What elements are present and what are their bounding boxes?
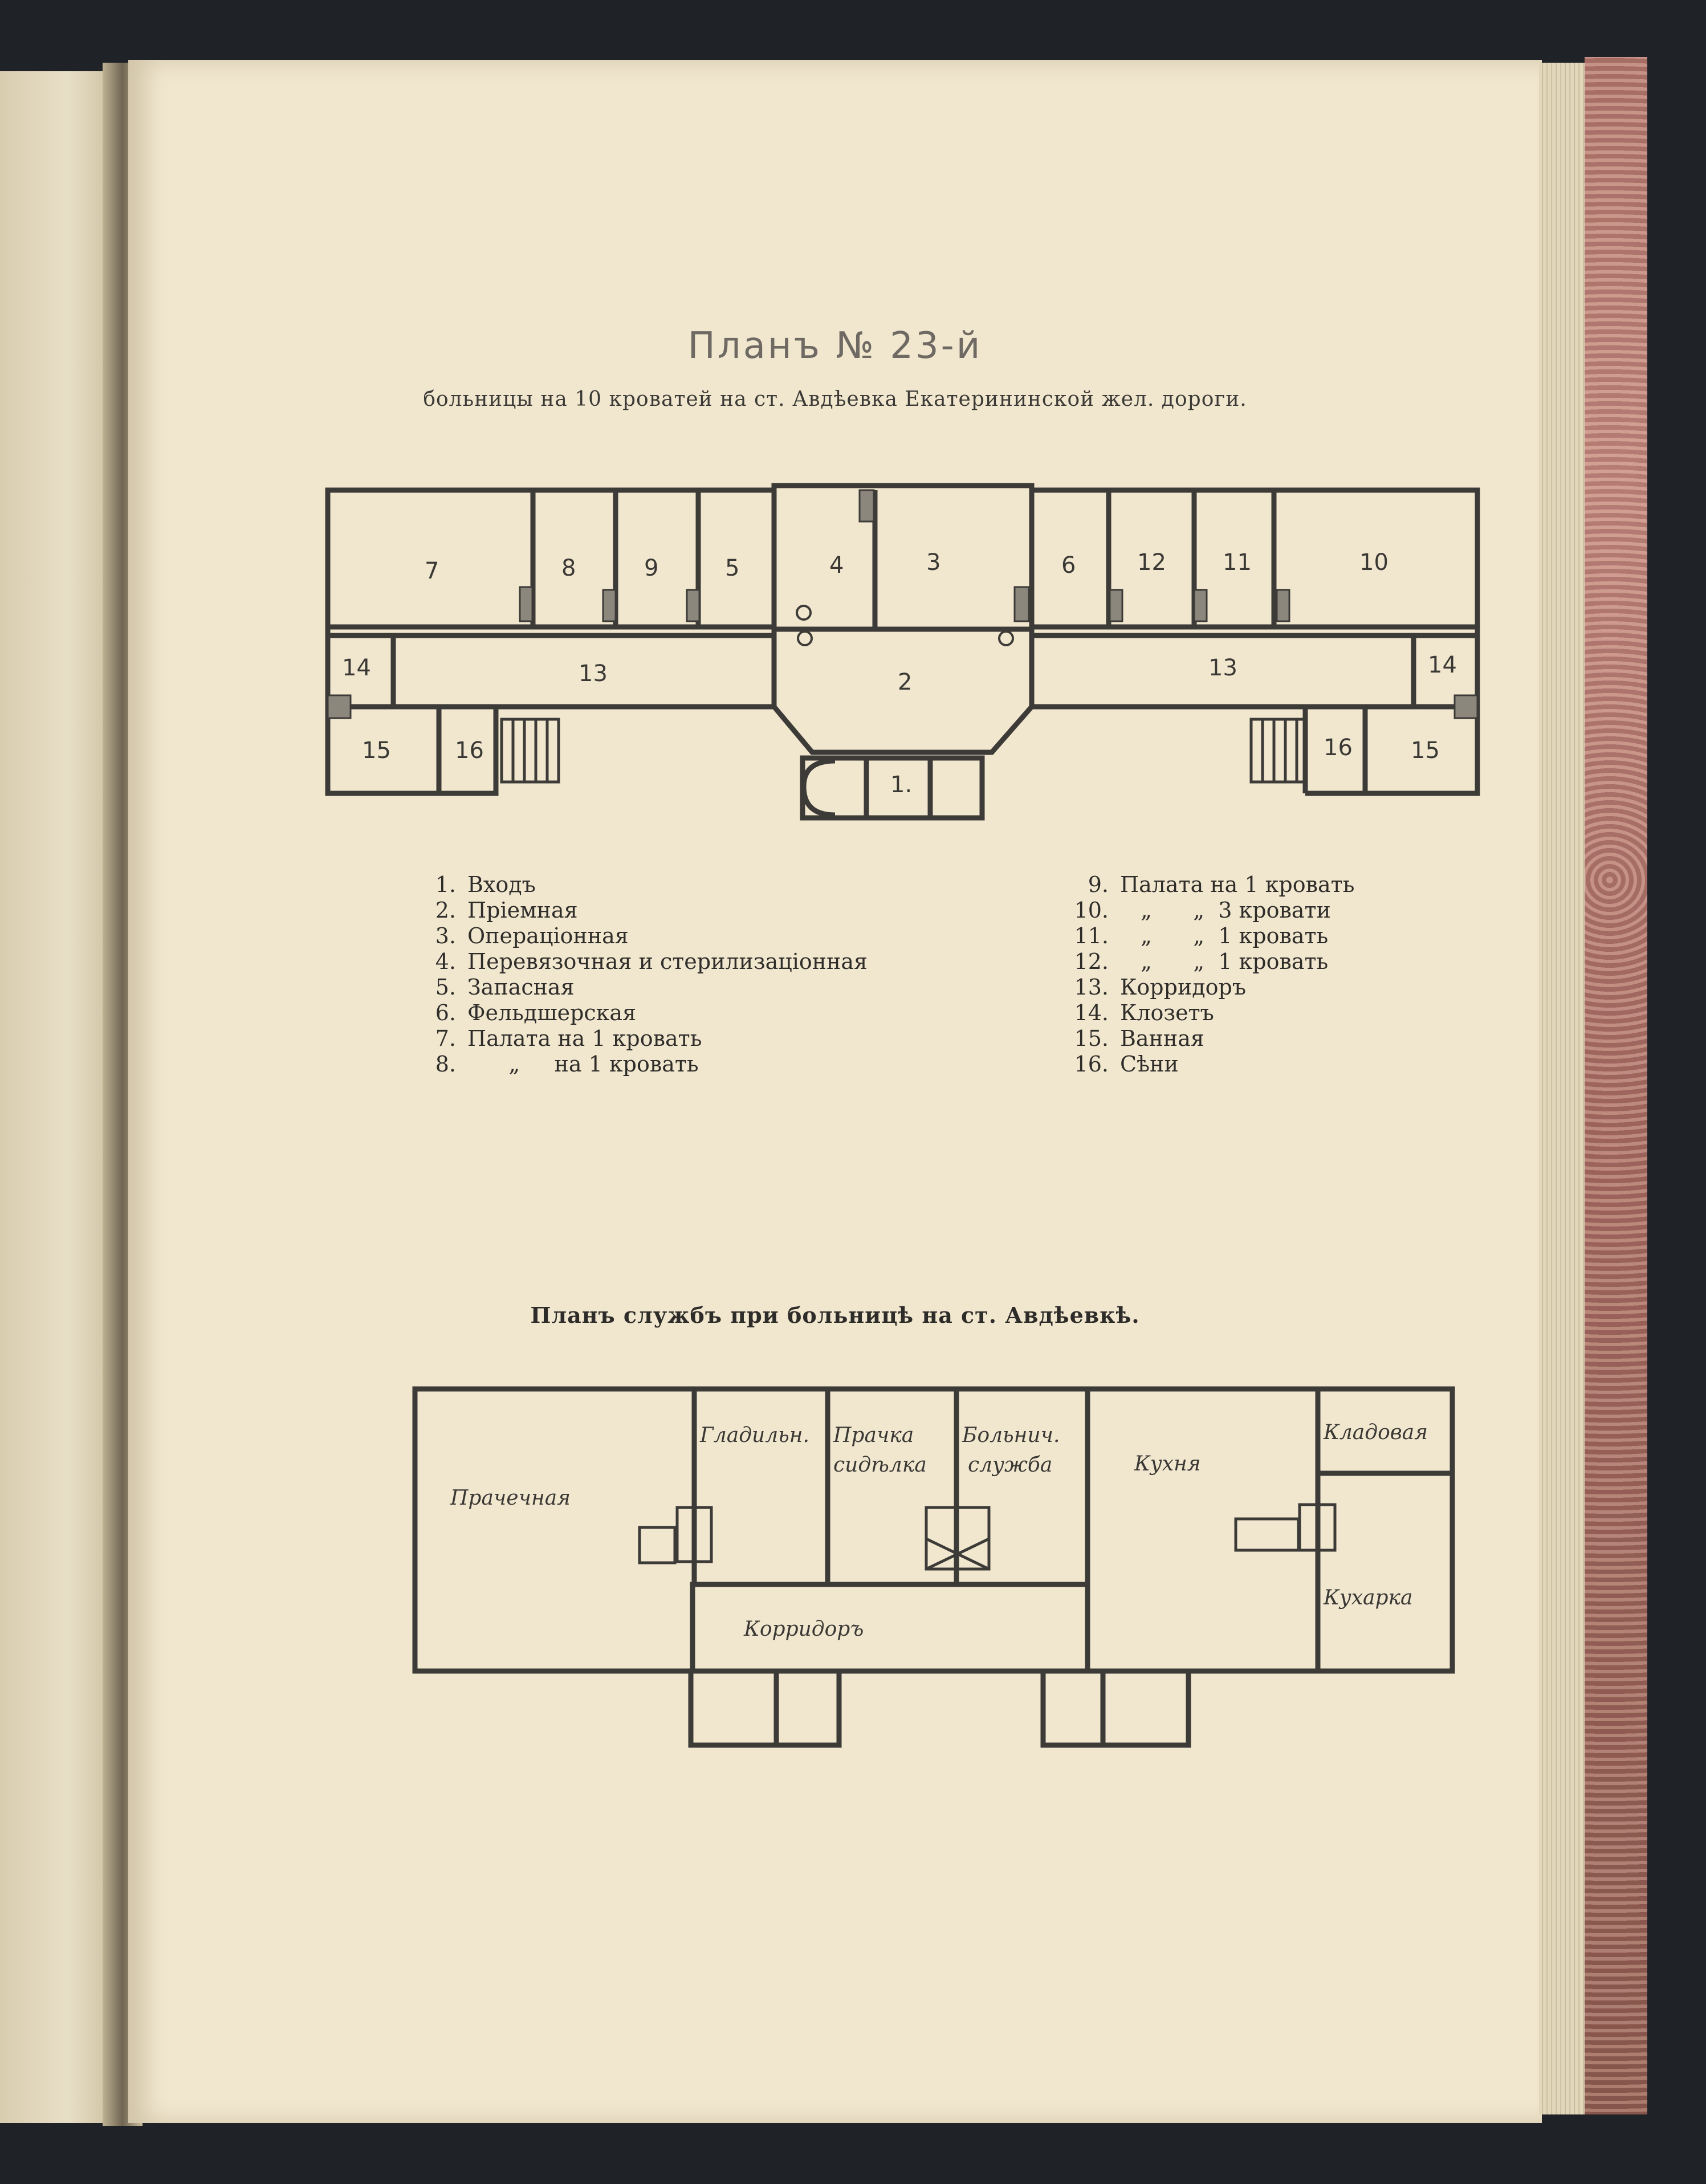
legend-item-text: „ „ 1 кровать	[1120, 949, 1329, 974]
legend-item-text: „ „ 3 кровати	[1120, 898, 1331, 923]
legend-item-text: Сѣни	[1120, 1052, 1179, 1077]
legend-item-number: 12.	[1074, 949, 1109, 974]
plan-room-number: 15	[1411, 737, 1440, 764]
services-outline	[415, 1389, 1452, 1671]
legend-item-number: 3.	[435, 923, 456, 948]
plan-room-number: 14	[1428, 652, 1457, 678]
legend-item-text: Входъ	[467, 872, 536, 897]
plan-room-number: 16	[1324, 735, 1353, 761]
services-room-label: Корридоръ	[744, 1617, 864, 1641]
plan-room-number: 16	[455, 737, 484, 764]
legend-item-number: 9.	[1088, 872, 1109, 897]
legend-item-number: 11.	[1074, 923, 1109, 948]
plan-room-number: 9	[644, 555, 659, 581]
legend-item-text: Палата на 1 кровать	[1120, 872, 1355, 897]
plan-room-number: 2	[898, 669, 913, 695]
services-room-label: Гладильн.	[700, 1424, 809, 1447]
services-room-label: Кладовая	[1324, 1421, 1428, 1444]
legend-item-text: Фельдшерская	[467, 1000, 637, 1025]
legend-item-number: 13.	[1074, 975, 1109, 1000]
legend-item-text: Ванная	[1120, 1026, 1204, 1051]
plan-room-number: 15	[362, 737, 391, 764]
services-porch-right	[1043, 1671, 1188, 1745]
legend-item-number: 2.	[435, 898, 456, 923]
legend-item-number: 16.	[1074, 1052, 1109, 1077]
plan-room-number: 3	[926, 549, 941, 576]
legend-item-text: Перевязочная и стерилизаціонная	[467, 949, 868, 974]
legend-item-number: 14.	[1074, 1000, 1109, 1025]
services-room-label: Прачечная	[450, 1486, 571, 1510]
services-room-label: Прачка	[833, 1424, 914, 1447]
legend-item-text: „ „ 1 кровать	[1120, 923, 1329, 948]
plan-room-number: 1.	[890, 772, 913, 798]
legend-item-text: Палата на 1 кровать	[467, 1026, 702, 1051]
plan-room-number: 12	[1137, 549, 1166, 576]
services-title: Планъ службъ при больницѣ на ст. Авдѣевкѣ.	[530, 1302, 1140, 1328]
plan-room-number: 4	[829, 552, 844, 578]
plan-room-number: 11	[1223, 549, 1252, 576]
plan-room-number: 6	[1061, 552, 1076, 578]
legend-item-text: „ на 1 кровать	[467, 1052, 699, 1077]
legend-item-number: 7.	[435, 1026, 456, 1051]
legend-item-number: 8.	[435, 1052, 456, 1077]
plan-room-number: 14	[342, 655, 371, 681]
services-stove	[640, 1527, 675, 1563]
plan-room-number: 10	[1359, 549, 1389, 576]
services-room-label: Кухарка	[1324, 1586, 1413, 1610]
services-porch-left	[691, 1671, 839, 1745]
plan-room-number: 13	[579, 661, 608, 687]
legend-item-number: 5.	[435, 975, 456, 1000]
services-room-label: сидѣлка	[833, 1453, 927, 1477]
services-room-label: Больнич.	[962, 1424, 1060, 1447]
plan-title: Планъ № 23-й	[687, 325, 983, 367]
legend-item-number: 6.	[435, 1000, 456, 1025]
plan-room-number: 13	[1208, 655, 1237, 681]
services-room-label: служба	[968, 1453, 1053, 1477]
legend-item-text: Пріемная	[467, 898, 578, 923]
legend-item-number: 10.	[1074, 898, 1109, 923]
legend-item-number: 15.	[1074, 1026, 1109, 1051]
plan-subtitle: больницы на 10 кроватей на ст. Авдѣевка Екатерининской жел. дороги.	[423, 388, 1247, 411]
services-kitchen-stove	[1236, 1519, 1298, 1550]
plan-room-number: 5	[725, 555, 740, 581]
legend-item-text: Клозетъ	[1120, 1000, 1214, 1025]
services-room-label: Кухня	[1134, 1452, 1201, 1476]
legend-item-text: Корридоръ	[1120, 975, 1247, 1000]
legend-item-text: Операціонная	[467, 923, 629, 948]
plan-room-number: 8	[561, 555, 576, 581]
legend-item-text: Запасная	[467, 975, 575, 1000]
legend-item-number: 4.	[435, 949, 456, 974]
legend-item-number: 1.	[435, 872, 456, 897]
plan-room-number: 7	[425, 558, 439, 584]
